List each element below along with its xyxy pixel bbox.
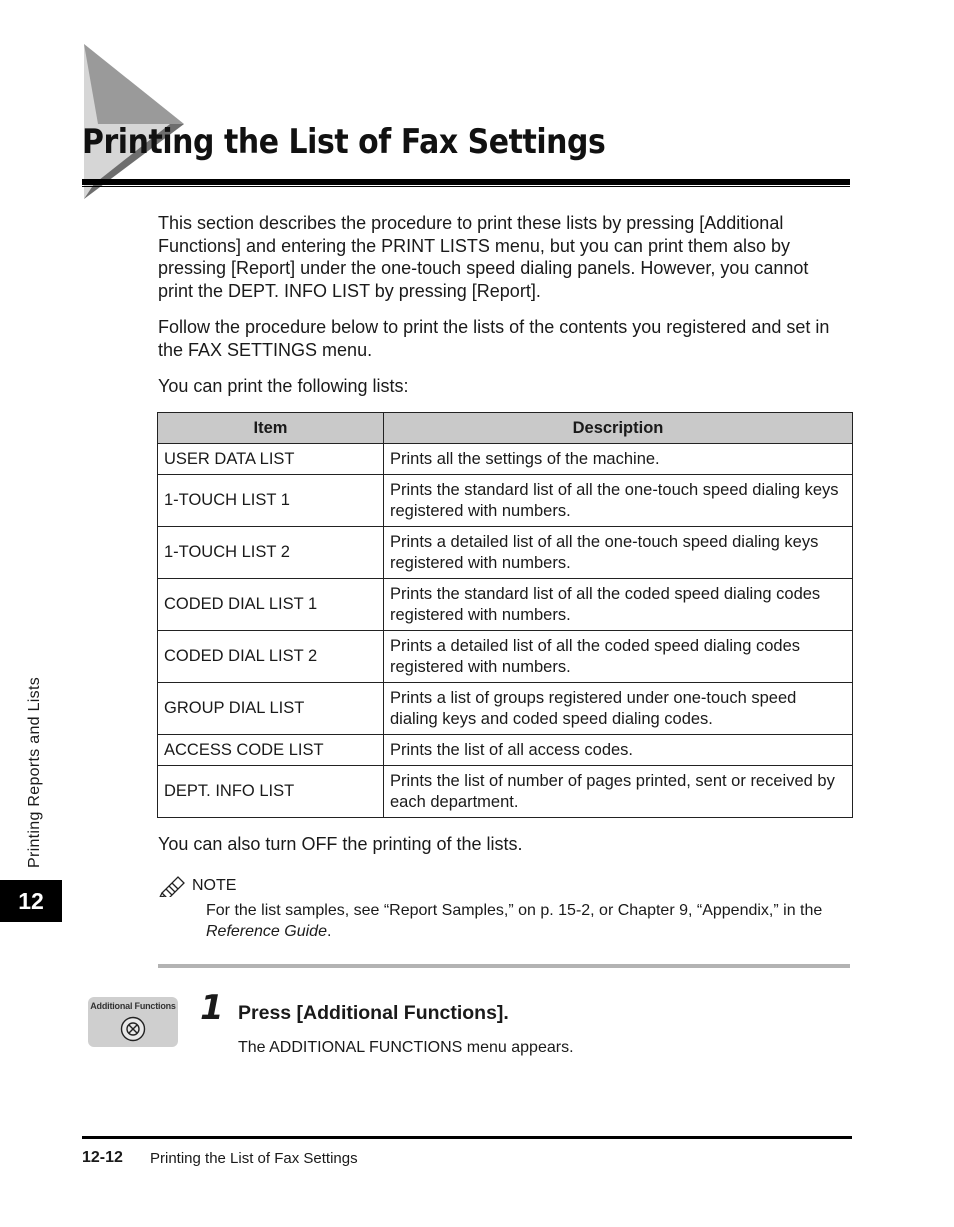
table-row <box>158 527 853 579</box>
footer-title: Printing the List of Fax Settings <box>150 1150 358 1167</box>
step-number: 1 <box>200 988 224 1028</box>
note-reference-guide: Reference Guide <box>206 923 327 940</box>
item-cell: ACCESS CODE LIST <box>158 735 384 766</box>
intro-paragraph-1: This section describes the procedure to print these lists by pressing [Additional Functions] and entering the PRINT LISTS menu, but you can print them also by pressing [Report] under the one-touch speed dialing panels. However, you cannot print the DEPT. INFO LIST by pressing [Report]. <box>158 213 809 301</box>
key-label: Additional Functions <box>90 1001 176 1011</box>
table-row <box>158 475 853 527</box>
note-text-end: . <box>326 923 332 940</box>
table-row <box>158 444 853 475</box>
description-cell: Prints the list of number of pages printed, sent or received by each department. <box>384 766 853 818</box>
item-cell: USER DATA LIST <box>158 444 384 475</box>
note-text-part: For the list samples, see “Report Samples,” on p. 15-2, or Chapter 9, “Appendix,” in the <box>206 902 823 919</box>
pencil-icon <box>158 875 186 897</box>
table-row <box>158 579 853 631</box>
item-cell: CODED DIAL LIST 1 <box>158 579 384 631</box>
step-description: The ADDITIONAL FUNCTIONS menu appears. <box>238 1039 574 1056</box>
table-row <box>158 631 853 683</box>
step-title: Press [Additional Functions]. <box>238 1002 509 1024</box>
description-cell: Prints a list of groups registered under one-touch speed dialing keys and coded speed dialing codes. <box>384 683 853 735</box>
intro-paragraph-3: You can print the following lists: <box>158 376 409 396</box>
column-header-item: Item <box>158 413 384 444</box>
item-cell: CODED DIAL LIST 2 <box>158 631 384 683</box>
after-table-text: You can also turn OFF the printing of the lists. <box>158 834 523 854</box>
section-divider <box>158 964 850 968</box>
title-rule-thin <box>82 186 850 187</box>
description-cell: Prints a detailed list of all the one-touch speed dialing keys registered with numbers. <box>384 527 853 579</box>
item-cell: DEPT. INFO LIST <box>158 766 384 818</box>
item-cell: 1-TOUCH LIST 1 <box>158 475 384 527</box>
footer-rule <box>82 1136 852 1139</box>
column-header-description: Description <box>384 413 853 444</box>
description-cell: Prints all the settings of the machine. <box>384 444 853 475</box>
description-cell: Prints the standard list of all the one-touch speed dialing keys registered with numbers. <box>384 475 853 527</box>
chapter-side-label: Printing Reports and Lists <box>26 676 43 868</box>
table-row <box>158 735 853 766</box>
page-title: Printing the List of Fax Settings <box>82 122 606 162</box>
description-cell: Prints the standard list of all the coded speed dialing codes registered with numbers. <box>384 579 853 631</box>
page-number: 12-12 <box>82 1149 123 1166</box>
item-cell: 1-TOUCH LIST 2 <box>158 527 384 579</box>
note-label: NOTE <box>192 877 237 894</box>
additional-functions-key <box>88 997 178 1047</box>
intro-paragraph-2: Follow the procedure below to print the lists of the contents you registered and set in the FAX SETTINGS menu. <box>158 317 830 360</box>
table-row <box>158 683 853 735</box>
chapter-tab: 12 <box>0 880 62 922</box>
table-header-row <box>158 413 853 444</box>
description-cell: Prints a detailed list of all the coded speed dialing codes registered with numbers. <box>384 631 853 683</box>
note-text <box>206 900 856 942</box>
table-row <box>158 766 853 818</box>
item-cell: GROUP DIAL LIST <box>158 683 384 735</box>
title-rule <box>82 179 850 185</box>
lists-table <box>157 412 853 818</box>
description-cell: Prints the list of all access codes. <box>384 735 853 766</box>
additional-functions-key-icon <box>120 1016 146 1042</box>
